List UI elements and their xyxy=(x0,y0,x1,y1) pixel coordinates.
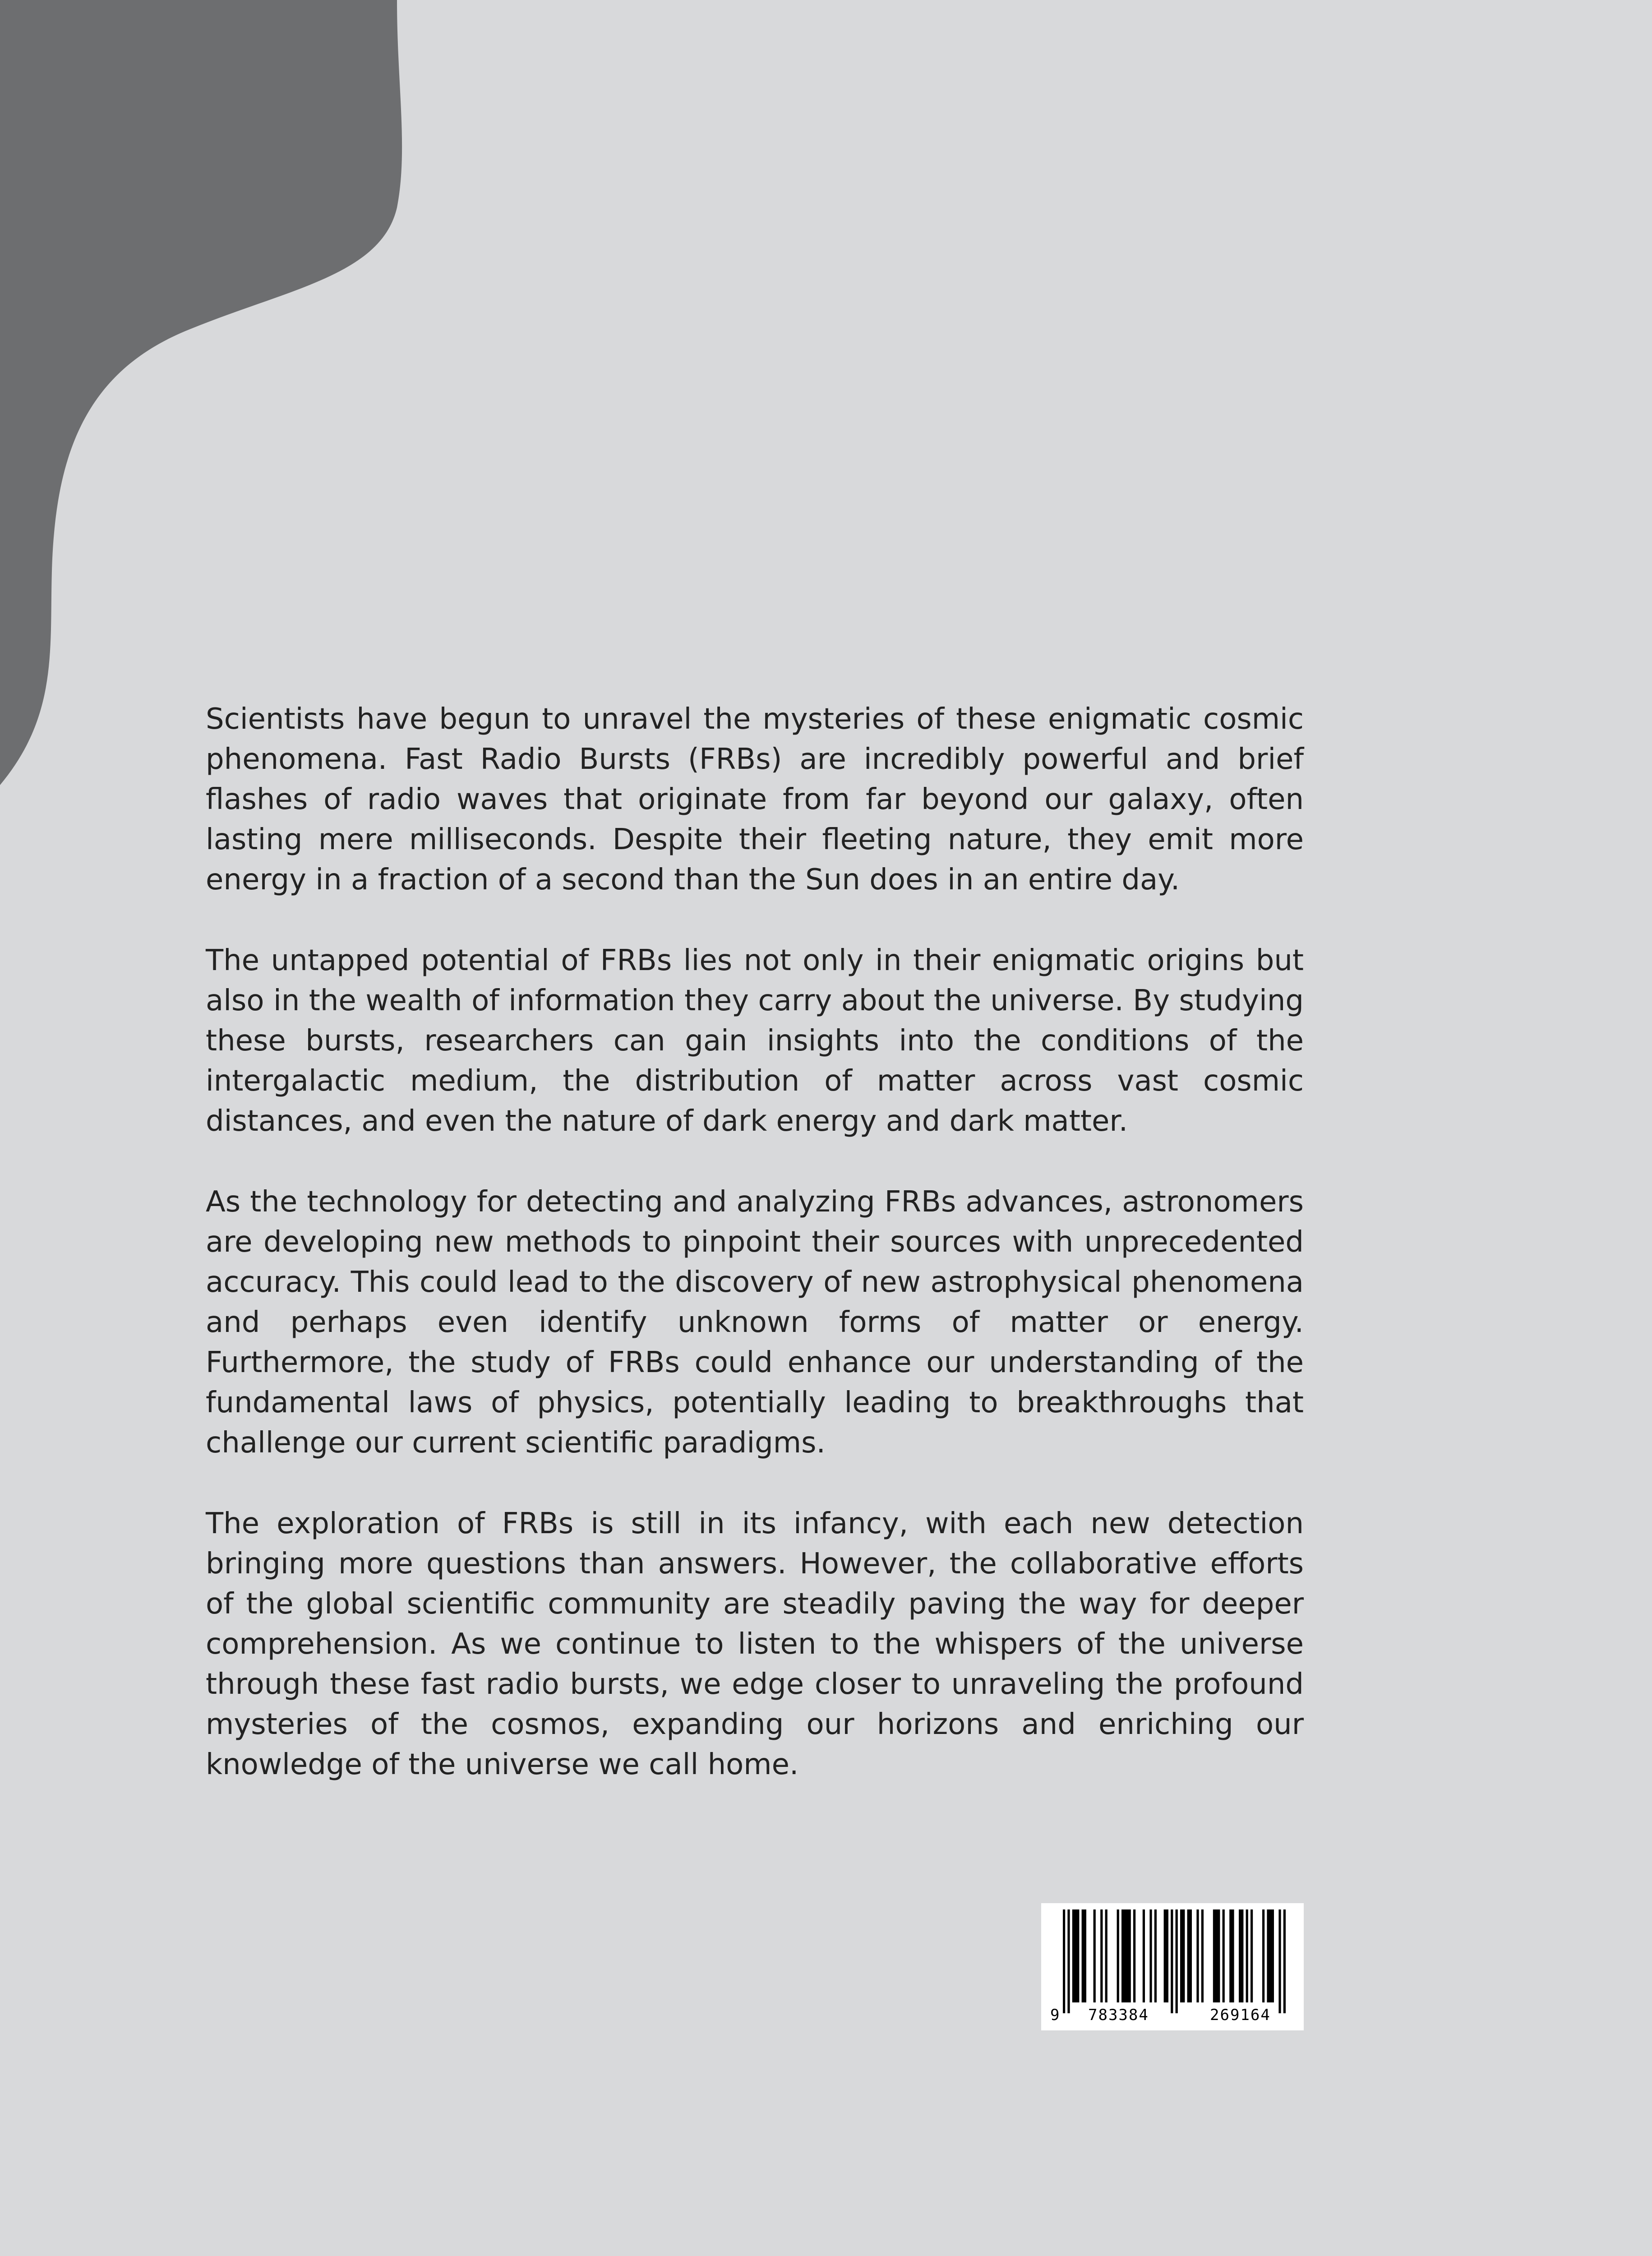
barcode-bar xyxy=(1133,1909,1135,2002)
paragraph-2: The untapped potential of FRBs lies not only in their enigmatic origins but also in the wealth of information they carry about the universe. By studying these bursts, researchers can gain insights into the conditions of the intergalactic medium, the distribution of matter across vast cosmic distances, and even the nature of dark energy and dark matter. xyxy=(206,944,1304,1138)
barcode-bar xyxy=(1149,1909,1152,2002)
barcode-bar xyxy=(1251,1909,1253,2002)
barcode-bar xyxy=(1187,1909,1192,2002)
barcode-bar xyxy=(1171,1909,1173,2013)
barcode-bar xyxy=(1164,1909,1168,2002)
barcode-first-digit: 9 xyxy=(1050,2006,1060,2024)
barcode-bar xyxy=(1229,1909,1234,2002)
barcode-bar xyxy=(1100,1909,1103,2002)
barcode-right-digits: 269164 xyxy=(1210,2006,1271,2024)
barcode-bar xyxy=(1180,1909,1185,2002)
back-cover-text xyxy=(206,699,1304,1826)
barcode-bar xyxy=(1176,1909,1178,2013)
barcode-bar xyxy=(1094,1909,1096,2002)
barcode-bar xyxy=(1223,1909,1225,2002)
barcode-bar xyxy=(1117,1909,1119,2002)
barcode-bar xyxy=(1072,1909,1080,2002)
barcode-bar xyxy=(1278,1909,1281,2013)
barcode-bar xyxy=(1201,1909,1204,2002)
barcode-left-digits: 783384 xyxy=(1088,2006,1149,2024)
barcode-bar xyxy=(1082,1909,1086,2002)
barcode-bar xyxy=(1213,1909,1220,2002)
barcode-bar xyxy=(1283,1909,1286,2013)
barcode-bar xyxy=(1267,1909,1274,2002)
isbn-barcode xyxy=(1041,1903,1304,2030)
barcode-bar xyxy=(1262,1909,1264,2002)
barcode-bar xyxy=(1196,1909,1199,2002)
barcode-bar xyxy=(1063,1909,1065,2013)
paragraph-1: Scientists have begun to unravel the mysteries of these enigmatic cosmic phenomena. Fast Radio Bursts (FRBs) are incredibly powerful and brief flashes of radio waves that originate from far beyond our galaxy, often lasting mere milliseconds. Despite their fleeting nature, they emit more energy in a fraction of a second than the Sun does in an entire day. xyxy=(206,703,1304,897)
barcode-bar xyxy=(1239,1909,1243,2002)
barcode-bar xyxy=(1246,1909,1248,2002)
barcode-bar xyxy=(1067,1909,1070,2013)
paragraph-3: As the technology for detecting and analyzing FRBs advances, astronomers are developing new methods to pinpoint their sources with unprecedented accuracy. This could lead to the discovery of new astrophysical phenomena and perhaps even identify unknown forms of matter or energy. Furthermore, the study of FRBs could enhance our understanding of the fundamental laws of physics, potentially leading to breakthroughs that challenge our current scientific paradigms. xyxy=(206,1185,1304,1460)
paragraph-4: The exploration of FRBs is still in its infancy, with each new detection bringing more questions than answers. However, the collaborative efforts of the global scientific community are steadily paving the way for deeper comprehension. As we continue to listen to the whispers of the universe through these fast radio bursts, we edge closer to unraveling the profound mysteries of the cosmos, expanding our horizons and enriching our knowledge of the universe we call home. xyxy=(206,1507,1304,1781)
wave-shape-fill xyxy=(0,0,402,785)
barcode-bar xyxy=(1154,1909,1157,2002)
barcode-bar xyxy=(1121,1909,1131,2002)
barcode-bar xyxy=(1143,1909,1145,2002)
barcode-bar xyxy=(1105,1909,1107,2002)
